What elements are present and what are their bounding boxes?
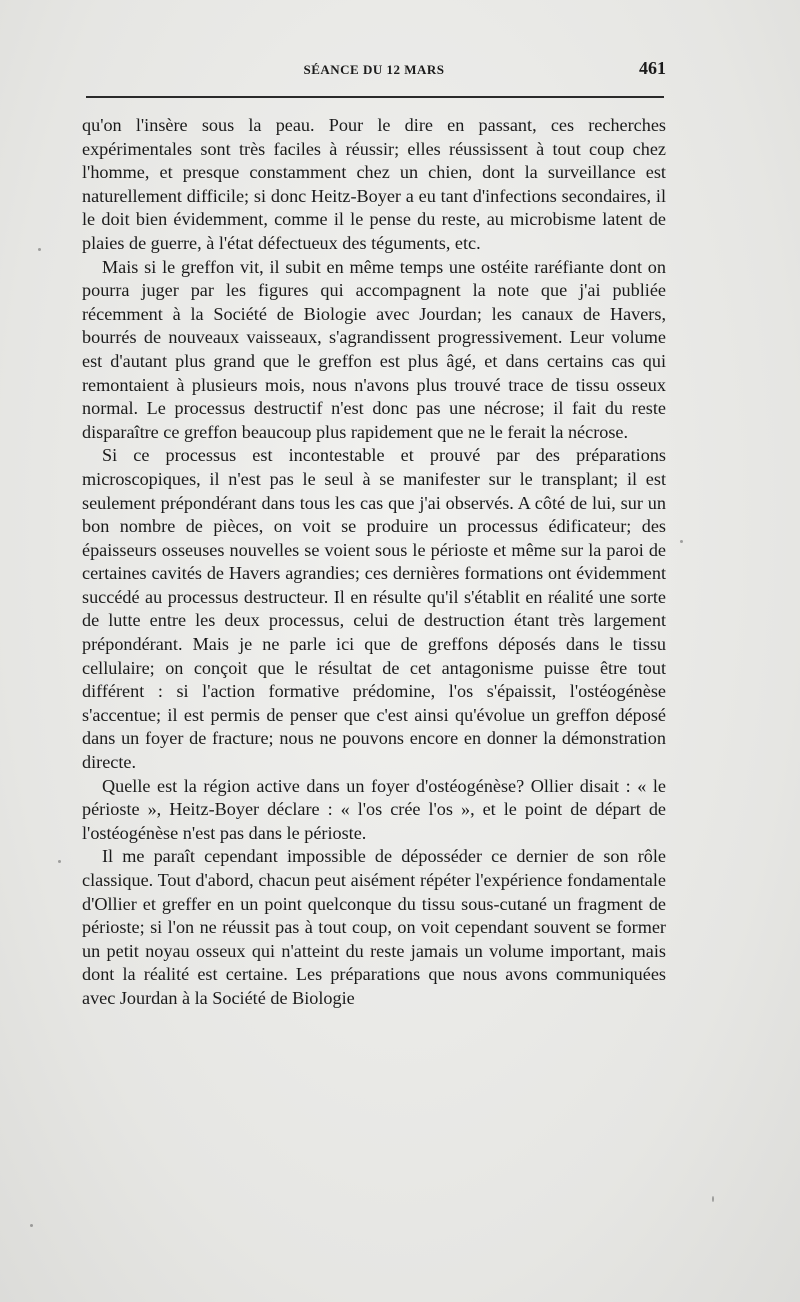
scan-speck [38,248,41,251]
paragraph-continued: qu'on l'insère sous la peau. Pour le dire en passant, ces recherches expérimentales sont très faciles à réussir; elles réussissent à tout coup chez l'homme, et presque constamment chez un chien, dont la surveillance est naturellement difficile; si donc Heitz-Boyer a eu tant d'infections secondaires, il le doit bien évidemment, comme il le pense du reste, au microbisme latent de plaies de guerre, à l'état défectueux des téguments, etc. [82,115,666,253]
scan-speck [712,1196,714,1202]
body-text [82,114,666,1011]
running-head [82,58,666,88]
scan-speck [30,1224,33,1227]
header-rule [86,96,664,98]
paragraph-greffon-osteite: Mais si le greffon vit, il subit en même temps une ostéite raréfiante dont on pourra juger par les figures qui accompagnent la note que j'ai publiée récemment à la Société de Biologie avec Jourdan; les canaux de Havers, bourrés de nouveaux vaisseaux, s'agrandissent progressivement. Leur volume est d'autant plus grand que le greffon est plus âgé, et dans certains cas qui remontaient à plusieurs mois, nous n'avons plus trouvé trace de tissu osseux normal. Le processus destructif n'est donc pas une nécrose; il fait du reste disparaître ce greffon beaucoup plus rapidement que ne le ferait la nécrose. [82,256,666,442]
paragraph-role-perioste: Il me paraît cependant impossible de déposséder ce dernier de son rôle classique. Tout d'abord, chacun peut aisément répéter l'expérience fondamentale d'Ollier et greffer en un point quelconque du tissu sous-cutané un fragment de périoste; si l'on ne réussit pas à tout coup, on voit cependant souvent se former un petit noyau osseux qui n'atteint du reste jamais un volume important, mais dont la réalité est certaine. Les préparations que nous avons communiquées avec Jourdan à la Société de Biologie [82,846,666,1008]
scan-speck [58,860,61,863]
paragraph-region-active: Quelle est la région active dans un foyer d'ostéogénèse? Ollier disait : « le périoste », Heitz-Boyer déclare : « l'os crée l'os », et le point de départ de l'ostéogénèse n'est pas dans le périoste. [82,775,666,843]
paragraph-processus-edificateur: Si ce processus est incontestable et prouvé par des préparations microscopiques, il n'est pas le seul à se manifester sur le transplant; il est seulement prépondérant dans tous les cas que j'ai observés. A côté de lui, sur un bon nombre de pièces, on voit se produire un processus édificateur; des épaisseurs osseuses nouvelles se voient sous le périoste et même sur la paroi de certaines cavités de Havers agrandies; ces dernières formations ont évidemment succédé au processus destructeur. Il en résulte qu'il s'établit en réalité une sorte de lutte entre les deux processus, celui de destruction étant très largement prépondérant. Mais je ne parle ici que de greffons déposés dans le tissu cellulaire; on conçoit que le résultat de cet antagonisme puisse être tout différent : si l'action formative prédomine, l'os s'épaissit, l'ostéogénèse s'accentue; il est permis de penser que c'est ainsi qu'évolue un greffon déposé dans un foyer de fracture; nous ne pouvons encore en donner la démonstration directe. [82,445,666,773]
scan-speck [680,540,683,543]
running-title: SÉANCE DU 12 MARS [303,62,445,77]
page-number: 461 [639,58,666,78]
